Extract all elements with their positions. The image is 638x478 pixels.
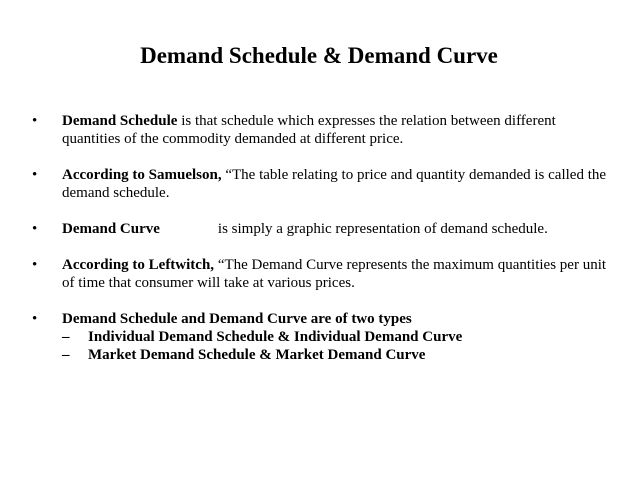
bullet-item-leftwitch xyxy=(32,256,612,292)
bullet-lead-text: According to Samuelson, xyxy=(62,167,222,183)
dash-marker: – xyxy=(62,347,70,363)
bullet-item-demand-curve xyxy=(32,220,612,238)
bullet-item-demand-schedule xyxy=(32,112,612,148)
bullet-marker: • xyxy=(32,311,38,327)
bullet-lead-text: Demand Curve xyxy=(62,221,160,237)
bullet-lead-text: According to Leftwitch, xyxy=(62,257,215,273)
bullet-list xyxy=(32,112,612,382)
slide-title: Demand Schedule & Demand Curve xyxy=(140,43,498,68)
sub-bullet-text: Market Demand Schedule & Market Demand Curve xyxy=(88,347,426,363)
bullet-body-text: “The Demand Curve represents the maximum quantities per unit of time that consumer will take at various prices. xyxy=(62,257,607,291)
bullet-marker: • xyxy=(32,113,38,129)
bullet-body-text: “The table relating to price and quantity demanded is called the demand schedule. xyxy=(62,167,607,201)
bullet-lead-text: Demand Schedule and Demand Curve are of two types xyxy=(62,311,412,327)
bullet-body-text: is that schedule which expresses the relation between different quantities of the commodity demanded at different price. xyxy=(62,113,556,147)
sub-bullet-list xyxy=(62,328,612,364)
bullet-item-types xyxy=(32,310,612,364)
sub-bullet-item-market xyxy=(62,346,612,364)
sub-bullet-text: Individual Demand Schedule & Individual Demand Curve xyxy=(88,329,463,345)
bullet-marker: • xyxy=(32,167,38,183)
bullet-body-text: is simply a graphic representation of demand schedule. xyxy=(217,221,548,237)
bullet-marker: • xyxy=(32,221,38,237)
bullet-marker: • xyxy=(32,257,38,273)
bullet-lead-text: Demand Schedule xyxy=(62,113,178,129)
dash-marker: – xyxy=(62,329,70,345)
bullet-item-samuelson xyxy=(32,166,612,202)
sub-bullet-item-individual xyxy=(62,328,612,346)
